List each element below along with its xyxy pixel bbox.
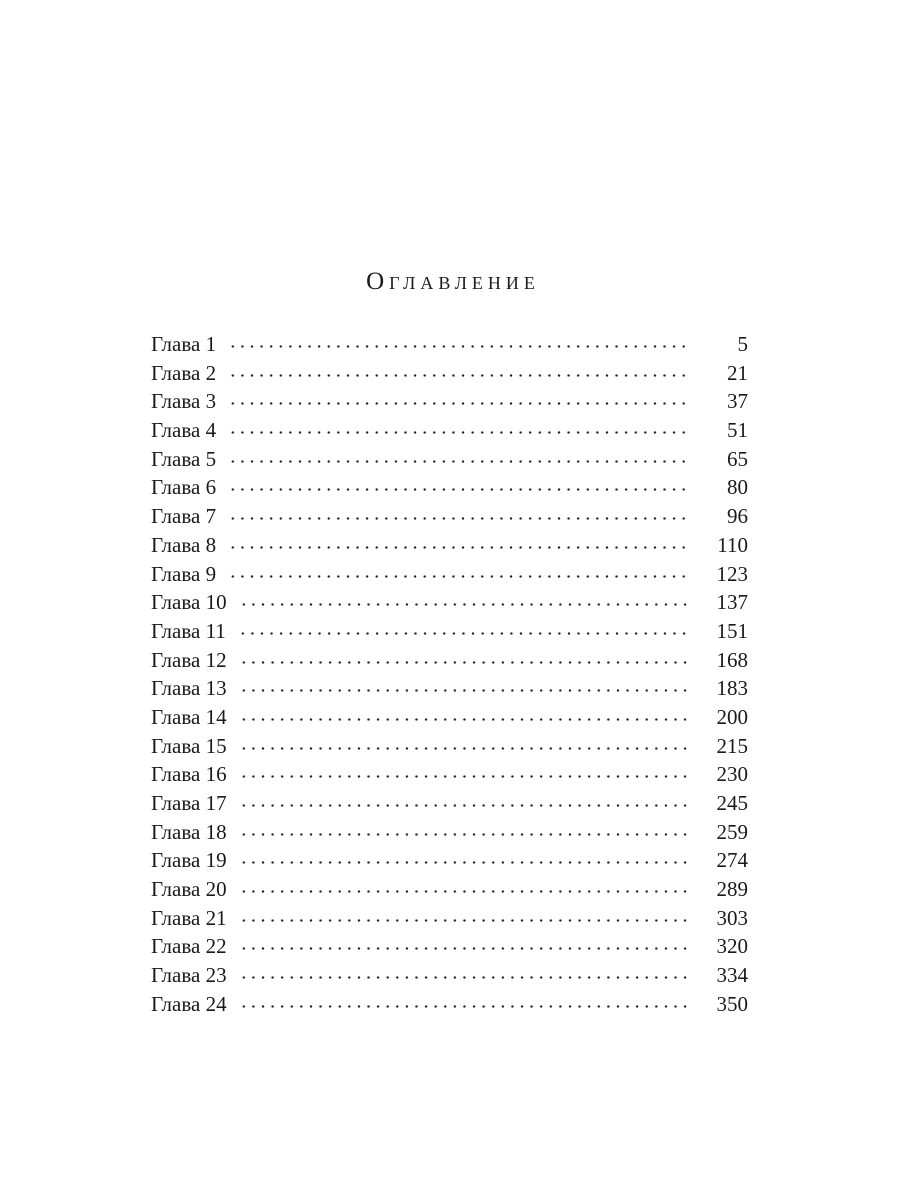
toc-entry	[151, 990, 748, 1019]
toc-entry	[151, 789, 748, 818]
dot-leader	[228, 575, 690, 578]
toc-entry	[151, 732, 748, 761]
toc-entry	[151, 932, 748, 961]
dot-leader	[239, 804, 690, 807]
dot-leader	[239, 947, 690, 950]
toc-entry	[151, 502, 748, 531]
chapter-label: Глава 12	[151, 647, 227, 672]
page-number: 5	[737, 332, 748, 356]
dot-leader	[228, 431, 690, 434]
page-number: 259	[716, 819, 748, 844]
page-title: Оглавление	[366, 268, 540, 295]
page-number: 151	[716, 618, 748, 643]
page-number: 110	[717, 532, 748, 557]
chapter-label: Глава 3	[151, 389, 217, 414]
table-of-contents	[151, 330, 748, 1019]
toc-entry	[151, 330, 748, 359]
toc-entry	[151, 588, 748, 617]
toc-entry	[151, 875, 748, 904]
dot-leader	[239, 833, 690, 836]
page-number: 230	[716, 762, 748, 787]
toc-entry	[151, 416, 748, 445]
chapter-label: Глава 4	[151, 418, 217, 443]
dot-leader	[228, 460, 690, 463]
chapter-label: Глава 23	[151, 963, 227, 988]
page-number: 137	[716, 590, 748, 615]
toc-entry	[151, 531, 748, 560]
chapter-label: Глава 17	[151, 791, 227, 815]
chapter-label: Глава 21	[151, 905, 227, 930]
chapter-label: Глава 11	[151, 618, 226, 643]
page-number: 51	[727, 418, 748, 443]
dot-leader	[239, 747, 690, 750]
chapter-label: Глава 2	[151, 360, 217, 385]
dot-leader	[228, 546, 690, 549]
page-number: 183	[716, 676, 748, 701]
chapter-label: Глава 16	[151, 762, 227, 787]
dot-leader	[239, 603, 690, 606]
dot-leader	[239, 689, 690, 692]
page-number: 123	[716, 561, 748, 586]
toc-entry	[151, 674, 748, 703]
dot-leader	[228, 517, 690, 520]
toc-entry	[151, 703, 748, 732]
page-number: 21	[727, 360, 748, 385]
chapter-label: Глава 7	[151, 504, 217, 529]
dot-leader	[239, 861, 690, 864]
dot-leader	[239, 976, 690, 979]
chapter-label: Глава 15	[151, 733, 227, 758]
toc-entry	[151, 760, 748, 789]
toc-entry	[151, 818, 748, 847]
chapter-label: Глава 9	[151, 561, 217, 586]
chapter-label: Глава 19	[151, 848, 227, 873]
chapter-label: Глава 6	[151, 475, 217, 500]
page-number: 334	[716, 963, 748, 988]
page-number: 245	[716, 791, 748, 815]
chapter-label: Глава 5	[151, 446, 217, 471]
page-number: 350	[716, 991, 748, 1016]
dot-leader	[239, 775, 690, 778]
chapter-label: Глава 18	[151, 819, 227, 844]
dot-leader	[238, 632, 690, 635]
page-number: 96	[727, 504, 748, 529]
dot-leader	[228, 488, 690, 491]
chapter-label: Глава 8	[151, 532, 217, 557]
page-number: 274	[716, 848, 748, 873]
chapter-label: Глава 20	[151, 877, 227, 902]
chapter-label: Глава 14	[151, 704, 227, 729]
chapter-label: Глава 24	[151, 991, 227, 1016]
dot-leader	[228, 374, 690, 377]
toc-entry	[151, 359, 748, 388]
toc-entry	[151, 560, 748, 589]
chapter-label: Глава 1	[151, 332, 217, 356]
dot-leader	[239, 661, 690, 664]
chapter-label: Глава 13	[151, 676, 227, 701]
toc-entry	[151, 846, 748, 875]
page-number: 65	[727, 446, 748, 471]
dot-leader	[228, 402, 690, 405]
toc-entry	[151, 904, 748, 933]
toc-entry	[151, 445, 748, 474]
page-number: 37	[727, 389, 748, 414]
dot-leader	[239, 919, 690, 922]
chapter-label: Глава 22	[151, 934, 227, 959]
toc-entry	[151, 387, 748, 416]
dot-leader	[228, 345, 690, 348]
page-number: 289	[716, 877, 748, 902]
page-number: 320	[716, 934, 748, 959]
toc-entry	[151, 646, 748, 675]
page-number: 80	[727, 475, 748, 500]
toc-entry	[151, 617, 748, 646]
dot-leader	[239, 890, 690, 893]
toc-entry	[151, 473, 748, 502]
page-number: 168	[716, 647, 748, 672]
page-number: 215	[716, 733, 748, 758]
page-number: 303	[716, 905, 748, 930]
dot-leader	[239, 718, 690, 721]
toc-entry	[151, 961, 748, 990]
chapter-label: Глава 10	[151, 590, 227, 615]
page-number: 200	[716, 704, 748, 729]
dot-leader	[239, 1005, 690, 1008]
